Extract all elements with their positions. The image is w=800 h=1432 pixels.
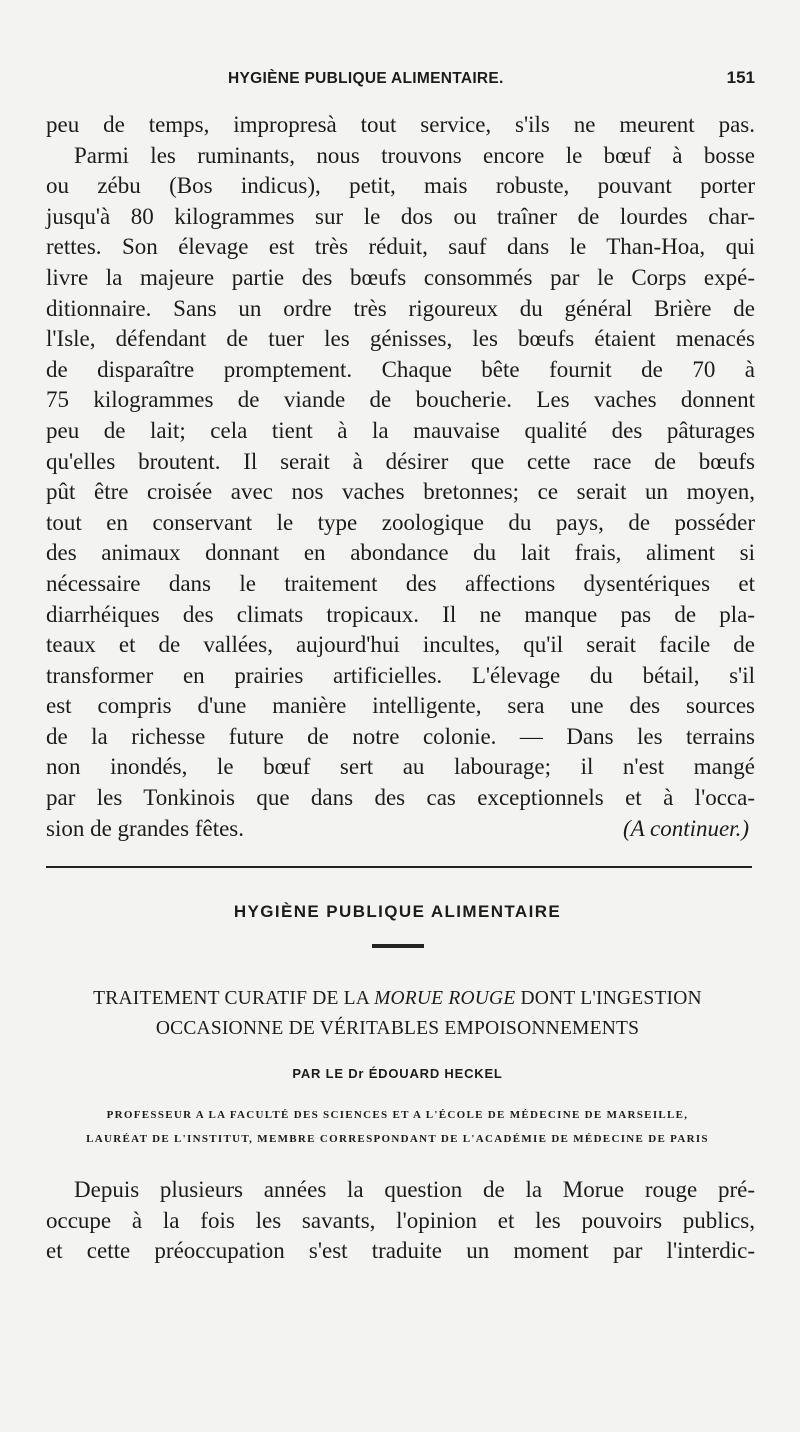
text-line: pût être croisée avec nos vaches bretonnes; ce serait un moyen, xyxy=(46,479,755,505)
text-line: diarrhéiques des climats tropicaux. Il ne manque pas de pla- xyxy=(46,601,755,627)
article-title-line-2: OCCASIONNE DE VÉRITABLES EMPOISONNEMENTS xyxy=(155,1018,640,1040)
text-line: par les Tonkinois que dans des cas exceptionnels et à l'occa- xyxy=(46,785,755,811)
paragraph-2 xyxy=(46,141,755,845)
text-line: de la richesse future de notre colonie. — Dans les terrains xyxy=(46,723,755,749)
author-affiliation xyxy=(40,1103,755,1151)
article-title-line-1 xyxy=(40,984,755,1014)
author-byline: PAR LE Dr ÉDOUARD HECKEL xyxy=(292,1066,503,1082)
text-line: de disparaître promptement. Chaque bête fournit de 70 à xyxy=(46,356,755,382)
affiliation-line-2: LAURÉAT DE L'INSTITUT, MEMBRE CORRESPONDANT DE L'ACADÉMIE DE MÉDECINE DE PARIS xyxy=(86,1133,709,1146)
section-divider xyxy=(46,866,752,868)
article-intro xyxy=(46,1175,755,1267)
text-line: l'Isle, défendant de tuer les génisses, les bœufs étaient menacés xyxy=(46,326,755,352)
text-line-last xyxy=(46,814,755,845)
text-line: tout en conservant le type zoologique du pays, de posséder xyxy=(46,509,755,535)
text-line: livre la majeure partie des bœufs consommés par le Corps expé- xyxy=(46,264,755,290)
text-line: ditionnaire. Sans un ordre très rigoureux du général Brière de xyxy=(46,295,755,321)
text-line: transformer en prairies artificielles. L'élevage du bétail, s'il xyxy=(46,662,755,688)
text-line: Depuis plusieurs années la question de la Morue rouge pré- xyxy=(74,1177,755,1203)
text-line: est compris d'une manière intelligente, sera une des sources xyxy=(46,693,755,719)
text-line: ou zébu (Bos indicus), petit, mais robuste, pouvant porter xyxy=(46,173,755,199)
continued-note: (A continuer.) xyxy=(622,815,749,841)
title-part: DONT L'INGESTION xyxy=(515,988,702,1010)
intro-paragraph xyxy=(46,1175,755,1267)
text-line: peu de temps, impropresà tout service, s'ils ne meurent pas. xyxy=(46,112,755,137)
paragraph-1 xyxy=(46,110,755,141)
text-line: Parmi les ruminants, nous trouvons encore le bœuf à bosse xyxy=(74,142,755,168)
running-head xyxy=(40,62,755,94)
text-line: occupe à la fois les savants, l'opinion et les pouvoirs publics, xyxy=(46,1207,755,1233)
text-line: non inondés, le bœuf sert au labourage; il n'est mangé xyxy=(46,754,755,780)
text-line: nécessaire dans le traitement des affections dysentériques et xyxy=(46,570,755,596)
text-line: qu'elles broutent. Il serait à désirer que cette race de bœufs xyxy=(46,448,755,474)
running-head-title: HYGIÈNE PUBLIQUE ALIMENTAIRE. xyxy=(228,70,504,87)
title-part: TRAITEMENT CURATIF DE LA xyxy=(93,988,375,1010)
text-line: rettes. Son élevage est très réduit, sauf dans le Than-Hoa, qui xyxy=(46,234,755,260)
text-line: des animaux donnant en abondance du lait frais, aliment si xyxy=(46,540,755,566)
article-body-continued xyxy=(46,110,755,844)
affiliation-line-1: PROFESSEUR A LA FACULTÉ DES SCIENCES ET A L'ÉCOLE DE MÉDECINE DE MARSEILLE, xyxy=(106,1109,689,1122)
last-line-text: sion de grandes fêtes. xyxy=(46,815,244,841)
page-number: 151 xyxy=(726,68,755,87)
text-line: teaux et de vallées, aujourd'hui incultes, qu'il serait facile de xyxy=(46,632,755,658)
text-line: 75 kilogrammes de viande de boucherie. Les vaches donnent xyxy=(46,387,755,413)
title-emphasis: MORUE ROUGE xyxy=(374,988,516,1010)
section-title: HYGIÈNE PUBLIQUE ALIMENTAIRE xyxy=(233,902,562,922)
text-line: jusqu'à 80 kilogrammes sur le dos ou traîner de lourdes char- xyxy=(46,203,755,229)
title-divider xyxy=(372,944,424,948)
article-title xyxy=(40,984,755,1044)
text-line: et cette préoccupation s'est traduite un moment par l'interdic- xyxy=(46,1238,755,1264)
document-page xyxy=(40,62,755,1267)
text-line: peu de lait; cela tient à la mauvaise qualité des pâturages xyxy=(46,417,755,443)
